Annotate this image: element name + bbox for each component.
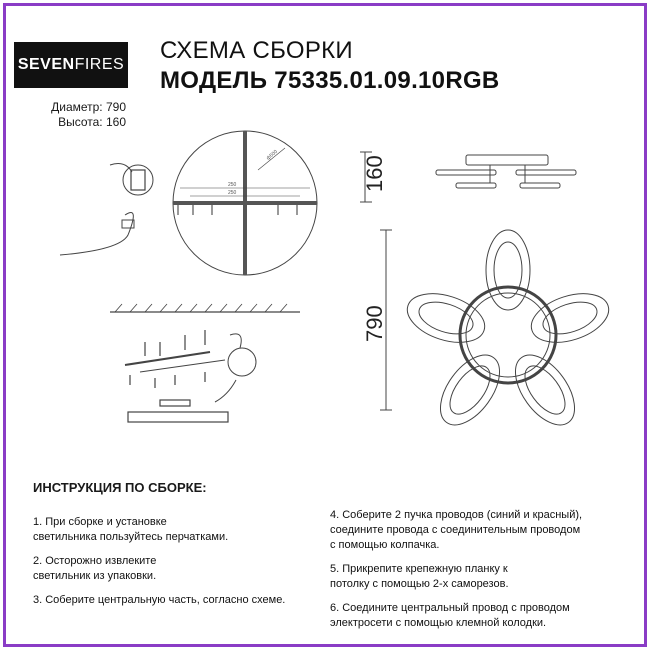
logo-light-text: FIRES [74,56,125,73]
plate-dim-2: 250 [228,190,237,196]
spec-height: Высота: 160 [58,115,126,129]
instruction-6: 6. Соедините центральный провод с проводом электросети с помощью клемной колодки. [330,602,570,629]
logo-bold-text: SEVEN [17,56,75,73]
instructions-heading: ИНСТРУКЦИЯ ПО СБОРКЕ: [33,480,207,495]
height-dimension: 160 [362,155,387,192]
lamp-top-view [380,230,615,435]
plate-dim-1: 250 [228,182,237,188]
side-profile-diagram [360,152,576,202]
instructions-right-column [330,508,630,640]
wire-connector-diagram [60,164,153,255]
diameter-dimension: 790 [362,305,387,342]
instruction-1: 1. При сборке и установке светильника пользуйтесь перчатками. [33,516,229,543]
instruction-2: 2. Осторожно извлеките светильник из упаковки. [33,555,157,582]
title-line-1: СХЕМА СБОРКИ [160,37,353,64]
instruction-4: 4. Соберите 2 пучка проводов (синий и красный), соедините провода с соединительным проводом с помощью колпачка. [330,509,583,551]
plate-dim-3: ф500 [265,148,279,162]
instruction-3: 3. Соберите центральную часть, согласно схеме. [33,594,286,606]
instruction-5: 5. Прикрепите крепежную планку к потолку с помощью 2-х саморезов. [330,563,509,590]
spec-diameter: Диаметр: 790 [51,100,126,114]
instructions-left-column [33,515,318,617]
ceiling-mount-diagram [110,304,300,422]
title-line-2: МОДЕЛЬ 75335.01.09.10RGB [160,67,500,94]
mounting-plate-diagram [173,131,317,275]
